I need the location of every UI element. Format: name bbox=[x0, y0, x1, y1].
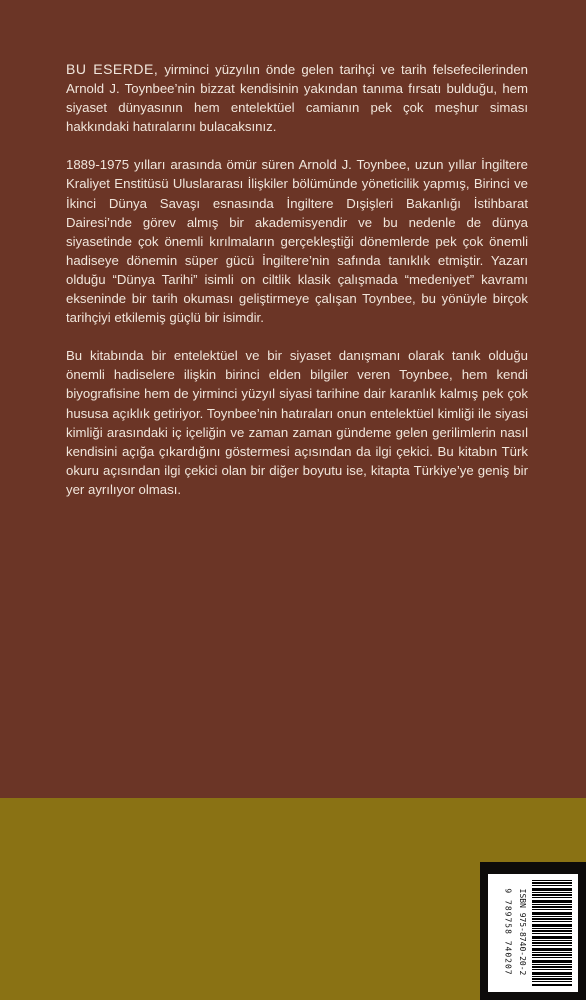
barcode bbox=[488, 874, 578, 992]
ean-digits: 9 789758 740207 bbox=[503, 888, 513, 976]
barcode-panel bbox=[480, 862, 586, 1000]
isbn-label: ISBN 975-8740-20-2 bbox=[518, 888, 527, 976]
barcode-bars bbox=[532, 880, 572, 986]
lead-word: BU ESERDE, bbox=[66, 61, 159, 77]
blurb-text bbox=[66, 60, 528, 518]
blurb-paragraph-2: 1889-1975 yılları arasında ömür süren Arnold J. Toynbee, uzun yıllar İngiltere Kraliyet Enstitüsü Uluslararası İlişkiler bölümünde yöneticilik yapmış, Birinci ve İkinci Dünya Savaşı esnasında İngiltere Dışişleri Bakanlığı İstihbarat Dairesi’nde görev almış bir akademisyendir ve bu nedenle de dünya siyasetinde çok önemli kırılmaların gerçekleştiği dönemlerde pek çok önemli hadiseye dönemin süper gücü İngiltere’nin safında tanıklık etmiştir. Yazarı olduğu “Dünya Tarihi” isimli on ciltlik klasik çalışmada “medeniyet” kavramı ekseninde bir tarih okuması geliştirmeye çalışan Toynbee, bu yönüyle birçok tarihçiyi etkilemiş güçlü bir isimdir. bbox=[66, 157, 528, 326]
blurb-paragraph-3: Bu kitabında bir entelektüel ve bir siyaset danışmanı olarak tanık olduğu önemli hadiselere ilişkin birinci elden bilgiler veren Toynbee, hem kendi biyografisine hem de yirminci yüzyıl siyasi tarihine dair karanlık kalmış pek çok hususa açıklık getiriyor. Toynbee’nin hatıraları onun entelektüel kimliği ile siyasi kimliği arasındaki iç içeliğin ve zaman zaman gündeme gelen gerilimlerin nasıl kendisini açığa çıkardığını göstermesi açısından da ilgi çekici. Bu kitabın Türk okuru açısından ilgi çekici olan bir diğer boyutu ise, kitapta Türkiye’ye geniş bir yer ayrılıyor olması. bbox=[66, 348, 528, 497]
paragraph-1-body: yirminci yüzyılın önde gelen tarihçi ve tarih felsefecilerinden Arnold J. Toynbee’nin bizzat kendisinin yakından tanıma fırsatı bulduğu, hem siyaset dünyasının hem entelektüel camianın pek çok meşhur siması hakkındaki hatıralarını bulacaksınız. bbox=[66, 62, 528, 135]
blurb-paragraph-1 bbox=[66, 60, 528, 136]
